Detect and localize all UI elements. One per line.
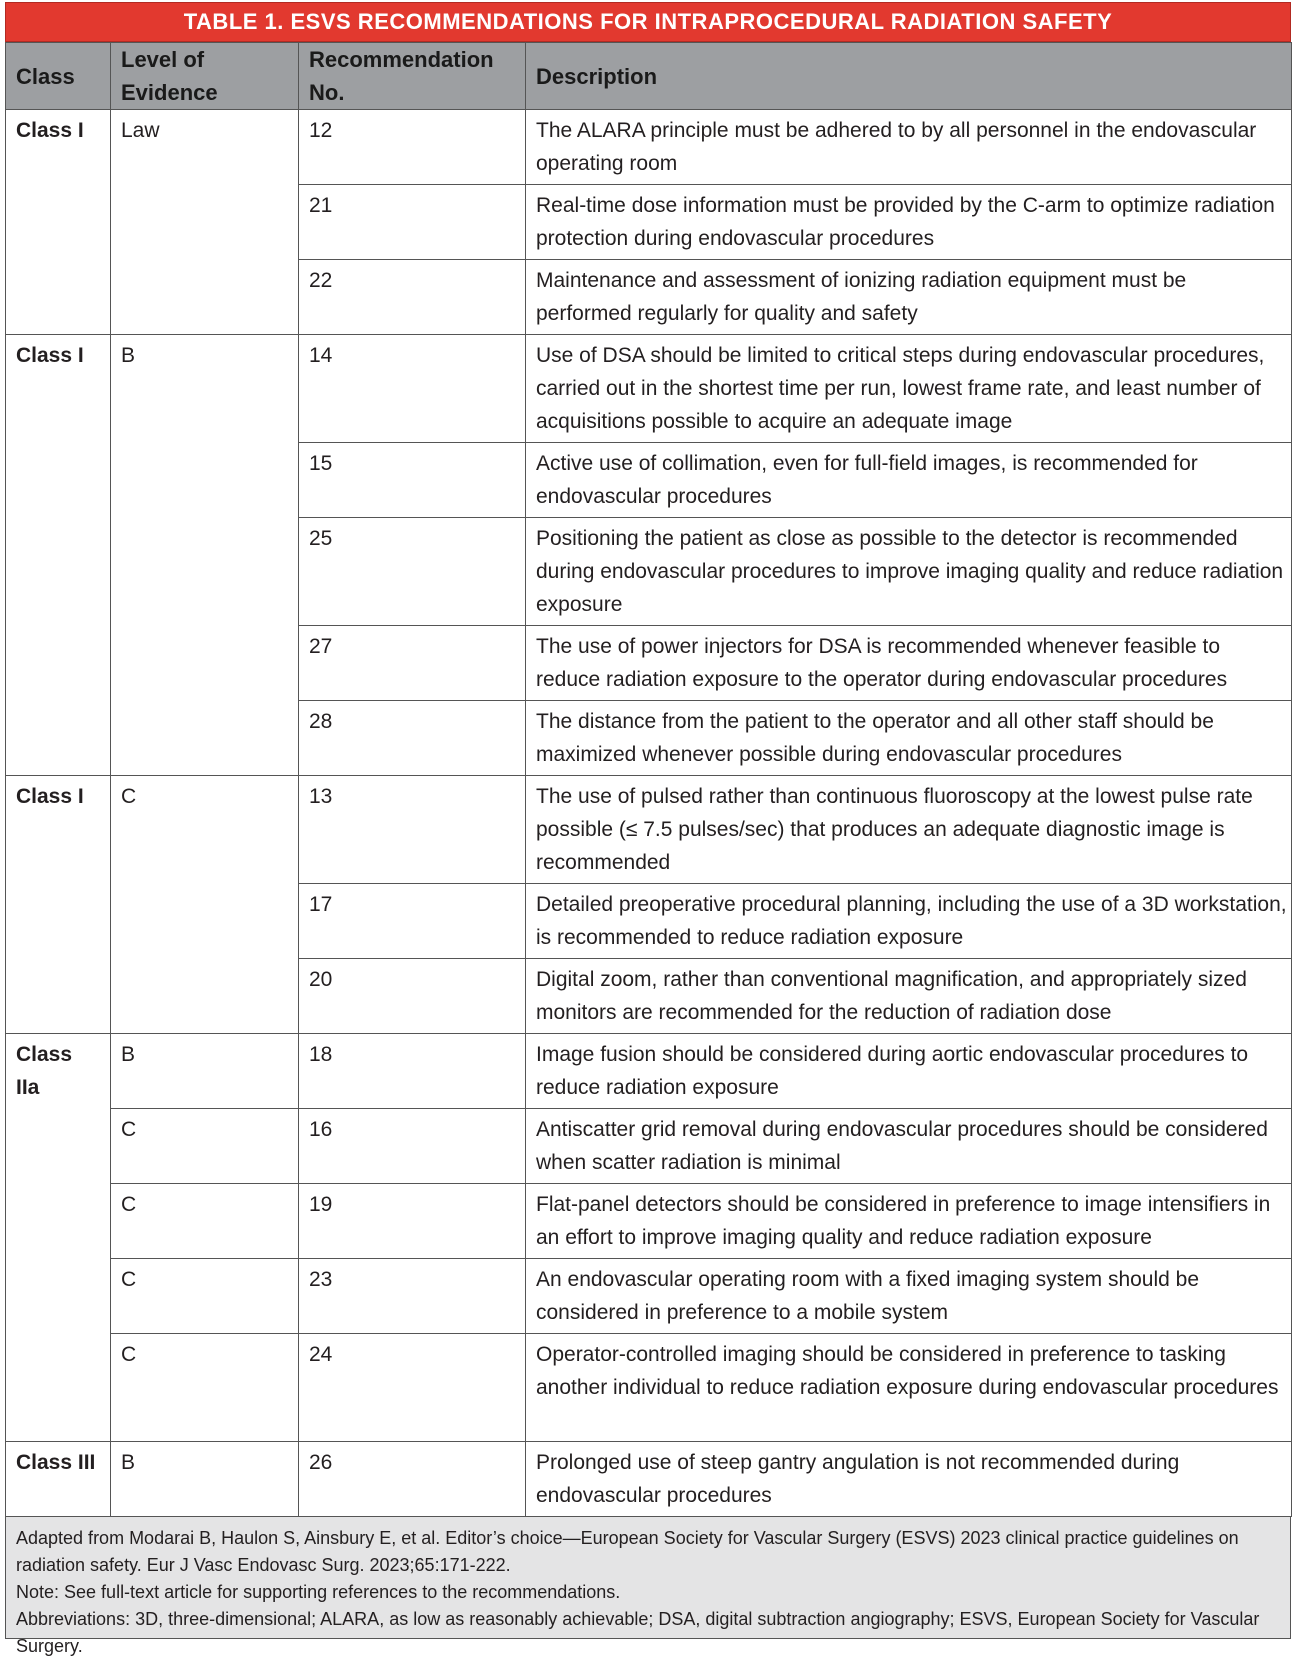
cell-description: The ALARA principle must be adhered to by all personnel in the endovascular operating room bbox=[526, 110, 1292, 185]
cell-description: The use of power injectors for DSA is recommended whenever feasible to reduce radiation exposure to the operator during endovascular procedures bbox=[526, 626, 1292, 701]
recommendations-table-panel bbox=[5, 2, 1291, 1656]
cell-level-of-evidence: B bbox=[111, 1442, 299, 1517]
cell-recommendation-no: 23 bbox=[299, 1259, 526, 1334]
cell-description: Operator-controlled imaging should be considered in preference to tasking another individual to reduce radiation exposure during endovascular procedures bbox=[526, 1334, 1292, 1442]
cell-description: Antiscatter grid removal during endovascular procedures should be considered when scatter radiation is minimal bbox=[526, 1109, 1292, 1184]
table-footnote bbox=[5, 1517, 1291, 1656]
cell-description: Image fusion should be considered during aortic endovascular procedures to reduce radiation exposure bbox=[526, 1034, 1292, 1109]
cell-class: Class III bbox=[6, 1442, 111, 1517]
table-row bbox=[6, 1442, 1292, 1517]
table-row bbox=[6, 1184, 1292, 1259]
header-level-of-evidence: Level of Evidence bbox=[111, 43, 299, 110]
cell-recommendation-no: 26 bbox=[299, 1442, 526, 1517]
cell-description: Use of DSA should be limited to critical steps during endovascular procedures, carried out in the shortest time per run, lowest frame rate, and least number of acquisitions possible to acquire an adequate image bbox=[526, 335, 1292, 443]
header-recommendation-no: Recommendation No. bbox=[299, 43, 526, 110]
cell-class: Class I bbox=[6, 776, 111, 1034]
cell-description: Maintenance and assessment of ionizing radiation equipment must be performed regularly for quality and safety bbox=[526, 260, 1292, 335]
table-row bbox=[6, 1334, 1292, 1442]
cell-class: Class IIa bbox=[6, 1034, 111, 1442]
cell-description: The use of pulsed rather than continuous fluoroscopy at the lowest pulse rate possible (≤ 7.5 pulses/sec) that produces an adequate diagnostic image is recommended bbox=[526, 776, 1292, 884]
footnote-source: Adapted from Modarai B, Haulon S, Ainsbury E, et al. Editor’s choice—European Society for Vascular Surgery (ESVS) 2023 clinical practice guidelines on radiation safety. Eur J Vasc Endovasc Surg. 2023;65:171-222. bbox=[16, 1528, 1239, 1575]
cell-class: Class I bbox=[6, 335, 111, 776]
cell-description: The distance from the patient to the operator and all other staff should be maximized whenever possible during endovascular procedures bbox=[526, 701, 1292, 776]
cell-description: Real-time dose information must be provided by the C-arm to optimize radiation protection during endovascular procedures bbox=[526, 185, 1292, 260]
cell-recommendation-no: 28 bbox=[299, 701, 526, 776]
cell-level-of-evidence: C bbox=[111, 776, 299, 1034]
header-class: Class bbox=[6, 43, 111, 110]
cell-recommendation-no: 22 bbox=[299, 260, 526, 335]
cell-recommendation-no: 27 bbox=[299, 626, 526, 701]
cell-recommendation-no: 12 bbox=[299, 110, 526, 185]
table-row bbox=[6, 110, 1292, 185]
table-row bbox=[6, 1034, 1292, 1109]
cell-recommendation-no: 13 bbox=[299, 776, 526, 884]
cell-description: Prolonged use of steep gantry angulation is not recommended during endovascular procedures bbox=[526, 1442, 1292, 1517]
cell-recommendation-no: 15 bbox=[299, 443, 526, 518]
cell-recommendation-no: 20 bbox=[299, 959, 526, 1034]
cell-recommendation-no: 18 bbox=[299, 1034, 526, 1109]
cell-level-of-evidence: C bbox=[111, 1109, 299, 1184]
table-body bbox=[6, 110, 1292, 1517]
cell-recommendation-no: 14 bbox=[299, 335, 526, 443]
cell-description: Flat-panel detectors should be considered in preference to image intensifiers in an effort to improve imaging quality and reduce radiation exposure bbox=[526, 1184, 1292, 1259]
cell-recommendation-no: 25 bbox=[299, 518, 526, 626]
cell-description: Positioning the patient as close as possible to the detector is recommended during endovascular procedures to improve imaging quality and reduce radiation exposure bbox=[526, 518, 1292, 626]
cell-description: An endovascular operating room with a fixed imaging system should be considered in preference to a mobile system bbox=[526, 1259, 1292, 1334]
footnote-abbreviations: Abbreviations: 3D, three-dimensional; ALARA, as low as reasonably achievable; DSA, digital subtraction angiography; ESVS, European Society for Vascular Surgery. bbox=[16, 1609, 1260, 1656]
cell-description: Detailed preoperative procedural planning, including the use of a 3D workstation, is recommended to reduce radiation exposure bbox=[526, 884, 1292, 959]
recommendations-table bbox=[5, 42, 1292, 1517]
cell-level-of-evidence: B bbox=[111, 335, 299, 776]
table-row bbox=[6, 776, 1292, 884]
table-row bbox=[6, 1109, 1292, 1184]
cell-recommendation-no: 21 bbox=[299, 185, 526, 260]
cell-recommendation-no: 24 bbox=[299, 1334, 526, 1442]
cell-recommendation-no: 16 bbox=[299, 1109, 526, 1184]
cell-level-of-evidence: C bbox=[111, 1334, 299, 1442]
cell-description: Active use of collimation, even for full-field images, is recommended for endovascular procedures bbox=[526, 443, 1292, 518]
table-row bbox=[6, 335, 1292, 443]
cell-class: Class I bbox=[6, 110, 111, 335]
cell-level-of-evidence: B bbox=[111, 1034, 299, 1109]
footnote-note: Note: See full-text article for supporting references to the recommendations. bbox=[16, 1582, 621, 1602]
header-description: Description bbox=[526, 43, 1292, 110]
table-header-row bbox=[6, 43, 1292, 110]
table-title: TABLE 1. ESVS RECOMMENDATIONS FOR INTRAPROCEDURAL RADIATION SAFETY bbox=[5, 2, 1291, 42]
table-row bbox=[6, 1259, 1292, 1334]
cell-description: Digital zoom, rather than conventional magnification, and appropriately sized monitors are recommended for the reduction of radiation dose bbox=[526, 959, 1292, 1034]
cell-level-of-evidence: C bbox=[111, 1184, 299, 1259]
cell-level-of-evidence: C bbox=[111, 1259, 299, 1334]
cell-recommendation-no: 19 bbox=[299, 1184, 526, 1259]
cell-recommendation-no: 17 bbox=[299, 884, 526, 959]
cell-level-of-evidence: Law bbox=[111, 110, 299, 335]
